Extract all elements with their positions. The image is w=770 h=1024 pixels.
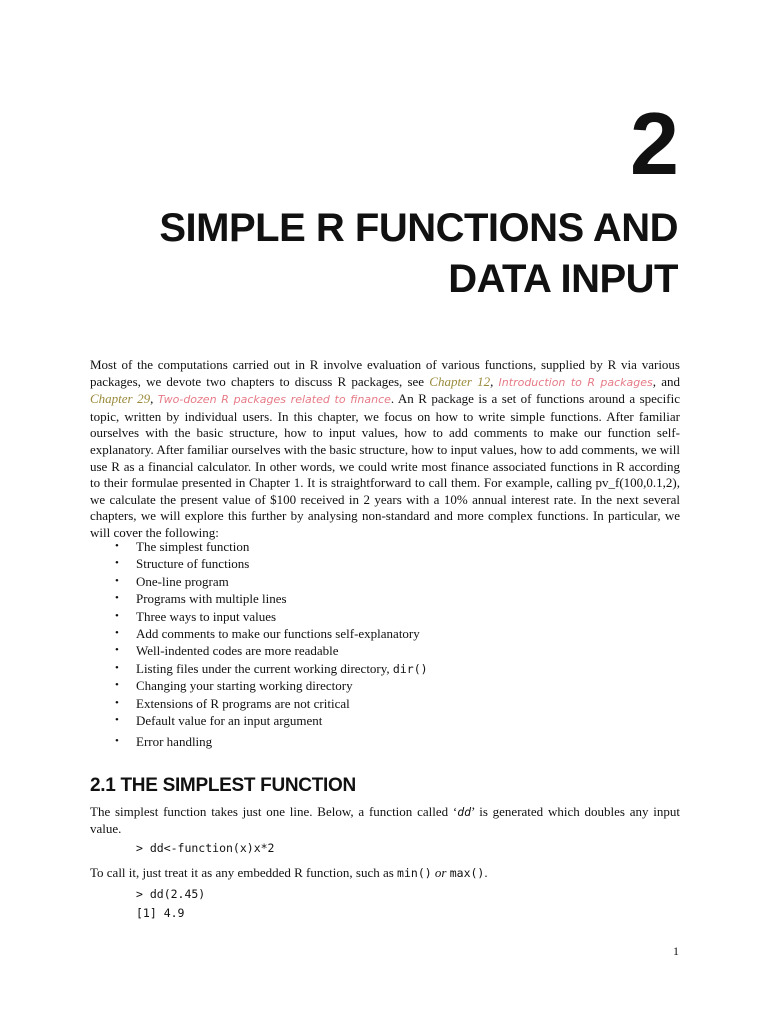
chapter-title — [78, 203, 678, 305]
bullet-icon: • — [115, 735, 119, 748]
list-item-label: Extensions of R programs are not critical — [136, 695, 350, 711]
list-item — [90, 555, 680, 572]
call-text-a: To call it, just treat it as any embedded R function, such as — [90, 865, 398, 880]
list-item — [90, 642, 680, 659]
list-item — [90, 573, 680, 590]
call-text-end: . — [484, 865, 488, 880]
min-function-code: min() — [397, 866, 432, 880]
ref-separator-1: , — [490, 373, 499, 389]
code-line-output: [1] 4.9 — [136, 906, 185, 920]
chapter-number: 2 — [630, 94, 678, 193]
list-item — [90, 712, 680, 729]
page-number: 1 — [673, 944, 679, 958]
list-item-label: Error handling — [136, 734, 213, 750]
dir-function-code: dir() — [392, 661, 428, 676]
bullet-icon: • — [115, 696, 119, 709]
intro-text-1: Most of the computations carried out in R involve evaluation of various functions, supplied by R via various packages, we devote two chapters to discuss R packages, see — [90, 357, 680, 389]
ref-chapter-29-link[interactable]: Chapter 29 — [90, 391, 151, 407]
list-item — [90, 733, 680, 750]
bullet-icon: • — [115, 661, 119, 674]
bullet-icon: • — [115, 609, 119, 622]
chapter-title-line-2: DATA INPUT — [448, 257, 678, 301]
bullet-icon: • — [115, 557, 119, 570]
bullet-icon: • — [115, 592, 119, 605]
list-item — [90, 608, 680, 625]
list-item-label: Listing files under the current working directory, — [136, 660, 393, 676]
intro-paragraph — [90, 357, 680, 542]
call-or-text: or — [431, 865, 450, 880]
ref-intro-r-packages-link[interactable]: Introduction to R packages — [498, 375, 653, 389]
ref-finance-packages-link[interactable]: Two-dozen R packages related to finance — [157, 393, 391, 407]
list-item-label: Default value for an input argument — [136, 712, 323, 728]
list-item-label: Add comments to make our functions self-explanatory — [136, 625, 420, 641]
section-text-b: ’ is generated which doubles any input value. — [90, 804, 680, 836]
bullet-icon: • — [115, 644, 119, 657]
call-paragraph — [90, 865, 680, 882]
list-item-label: The simplest function — [136, 539, 250, 554]
intro-text-2: , and — [652, 373, 680, 389]
list-item-label: Three ways to input values — [136, 608, 277, 624]
list-item — [90, 625, 680, 642]
bullet-icon: • — [115, 540, 119, 552]
list-item — [90, 660, 680, 677]
intro-text-3: . An R package is a set of functions around a specific topic, written by individual users. In this chapter, we focus on how to write simple functions. After familiar ourselves with the basic structure, how to input values, how to add comments to make our function self-explanatory. After familiar ourselves with the basic structure, how to input values, how to add comments, we will use R as a financial calculator. In other words, we could write most finance associated functions in R according to their formulae presented in Chapter 1. It is straightforward to call them. For example, calling pv_f(100,0.1,2), we calculate the present value of $100 received in 2 years with a 10% annual interest rate. In the next several chapters, we will explore this further by analysing non-standard and more complex functions. In particular, we will cover the following: — [90, 391, 681, 540]
max-function-code: max() — [449, 866, 485, 880]
list-item — [90, 695, 680, 712]
code-line-define: > dd<-function(x)x*2 — [136, 841, 275, 855]
list-item-label: One-line program — [136, 573, 229, 589]
list-item-label: Programs with multiple lines — [136, 591, 287, 607]
ref-chapter-12-link[interactable]: Chapter 12 — [429, 373, 491, 389]
bullet-icon: • — [115, 679, 119, 692]
code-line-call: > dd(2.45) — [136, 887, 206, 901]
chapter-title-line-1: SIMPLE R FUNCTIONS AND — [159, 206, 678, 250]
list-item — [90, 538, 680, 555]
list-item-label: Structure of functions — [136, 556, 250, 572]
topic-list — [90, 538, 680, 751]
list-item — [90, 677, 680, 694]
bullet-icon: • — [115, 713, 119, 726]
bullet-icon: • — [115, 626, 119, 639]
section-heading: 2.1 THE SIMPLEST FUNCTION — [90, 775, 356, 796]
list-item-label: Changing your starting working directory — [136, 678, 353, 694]
bullet-icon: • — [115, 574, 119, 587]
section-text-a: The simplest function takes just one line. Below, a function called ‘ — [90, 804, 458, 819]
section-paragraph — [90, 804, 680, 837]
list-item — [90, 590, 680, 607]
list-item-label: Well-indented codes are more readable — [136, 643, 339, 659]
function-name-dd: dd — [457, 805, 472, 819]
ref-separator-2: , — [150, 391, 158, 407]
